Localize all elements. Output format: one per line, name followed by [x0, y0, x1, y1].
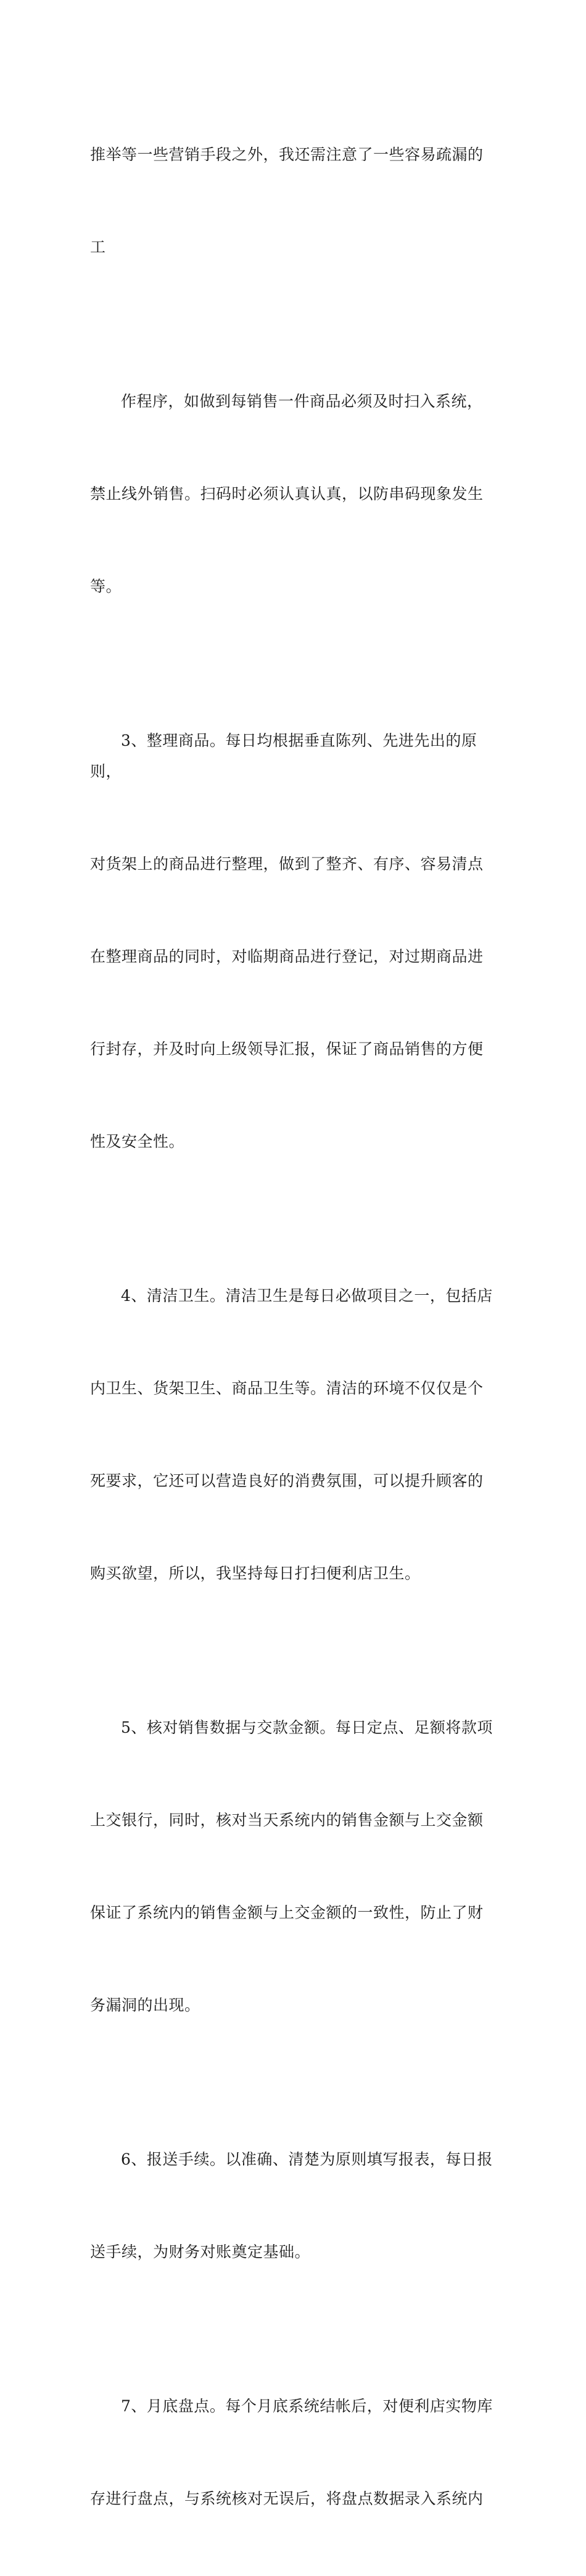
text-line: 等。: [90, 577, 122, 595]
text-line: 3、整理商品。每日均根据垂直陈列、先进先出的原则，: [90, 732, 477, 780]
paragraph-7: [90, 2329, 497, 2576]
text-line: 送手续，为财务对账奠定基础。: [90, 2243, 311, 2261]
text-line: 上交银行，同时，核对当天系统内的销售金额与上交金额: [90, 1811, 484, 1829]
text-line: 行封存，并及时向上级领导汇报，保证了商品销售的方便: [90, 1040, 484, 1058]
paragraph-6: [90, 2083, 497, 2329]
text-line: 6、报送手续。以准确、清楚为原则填写报表，每日报: [121, 2150, 493, 2168]
text-line: 购买欲望，所以，我坚持每日打扫便利店卫生。: [90, 1564, 421, 1582]
text-line: 7、月底盘点。每个月底系统结帐后，对便利店实物库: [121, 2397, 493, 2415]
text-line: 内卫生、货架卫生、商品卫生等。清洁的环境不仅仅是个: [90, 1379, 484, 1397]
paragraph-3: [90, 664, 497, 1219]
paragraph-1: [90, 78, 497, 324]
text-line: 4、清洁卫生。清洁卫生是每日必做项目之一，包括店: [121, 1287, 493, 1305]
text-line: 5、核对销售数据与交款金额。每日定点、足额将款项: [121, 1719, 493, 1736]
text-line: 工: [90, 238, 106, 256]
document-body: [90, 78, 497, 2576]
text-line: 对货架上的商品进行整理，做到了整齐、有序、容易清点: [90, 855, 484, 873]
text-line: 禁止线外销售。扫码时必须认真认真，以防串码现象发生: [90, 485, 484, 503]
text-line: 死要求，它还可以营造良好的消费氛围，可以提升顾客的: [90, 1472, 484, 1490]
text-line: 在整理商品的同时，对临期商品进行登记，对过期商品进: [90, 947, 484, 965]
text-line: 性及安全性。: [90, 1133, 185, 1150]
text-line: 推举等一些营销手段之外，我还需注意了一些容易疏漏的: [90, 146, 484, 163]
text-line: 存进行盘点，与系统核对无误后，将盘点数据录入系统内: [90, 2490, 484, 2508]
text-line: 务漏洞的出现。: [90, 1996, 200, 2014]
paragraph-2: [90, 324, 497, 664]
text-line: 保证了系统内的销售金额与上交金额的一致性，防止了财: [90, 1904, 484, 1922]
text-line: 作程序，如做到每销售一件商品必须及时扫入系统，: [121, 392, 483, 410]
paragraph-5: [90, 1651, 497, 2083]
paragraph-4: [90, 1219, 497, 1651]
